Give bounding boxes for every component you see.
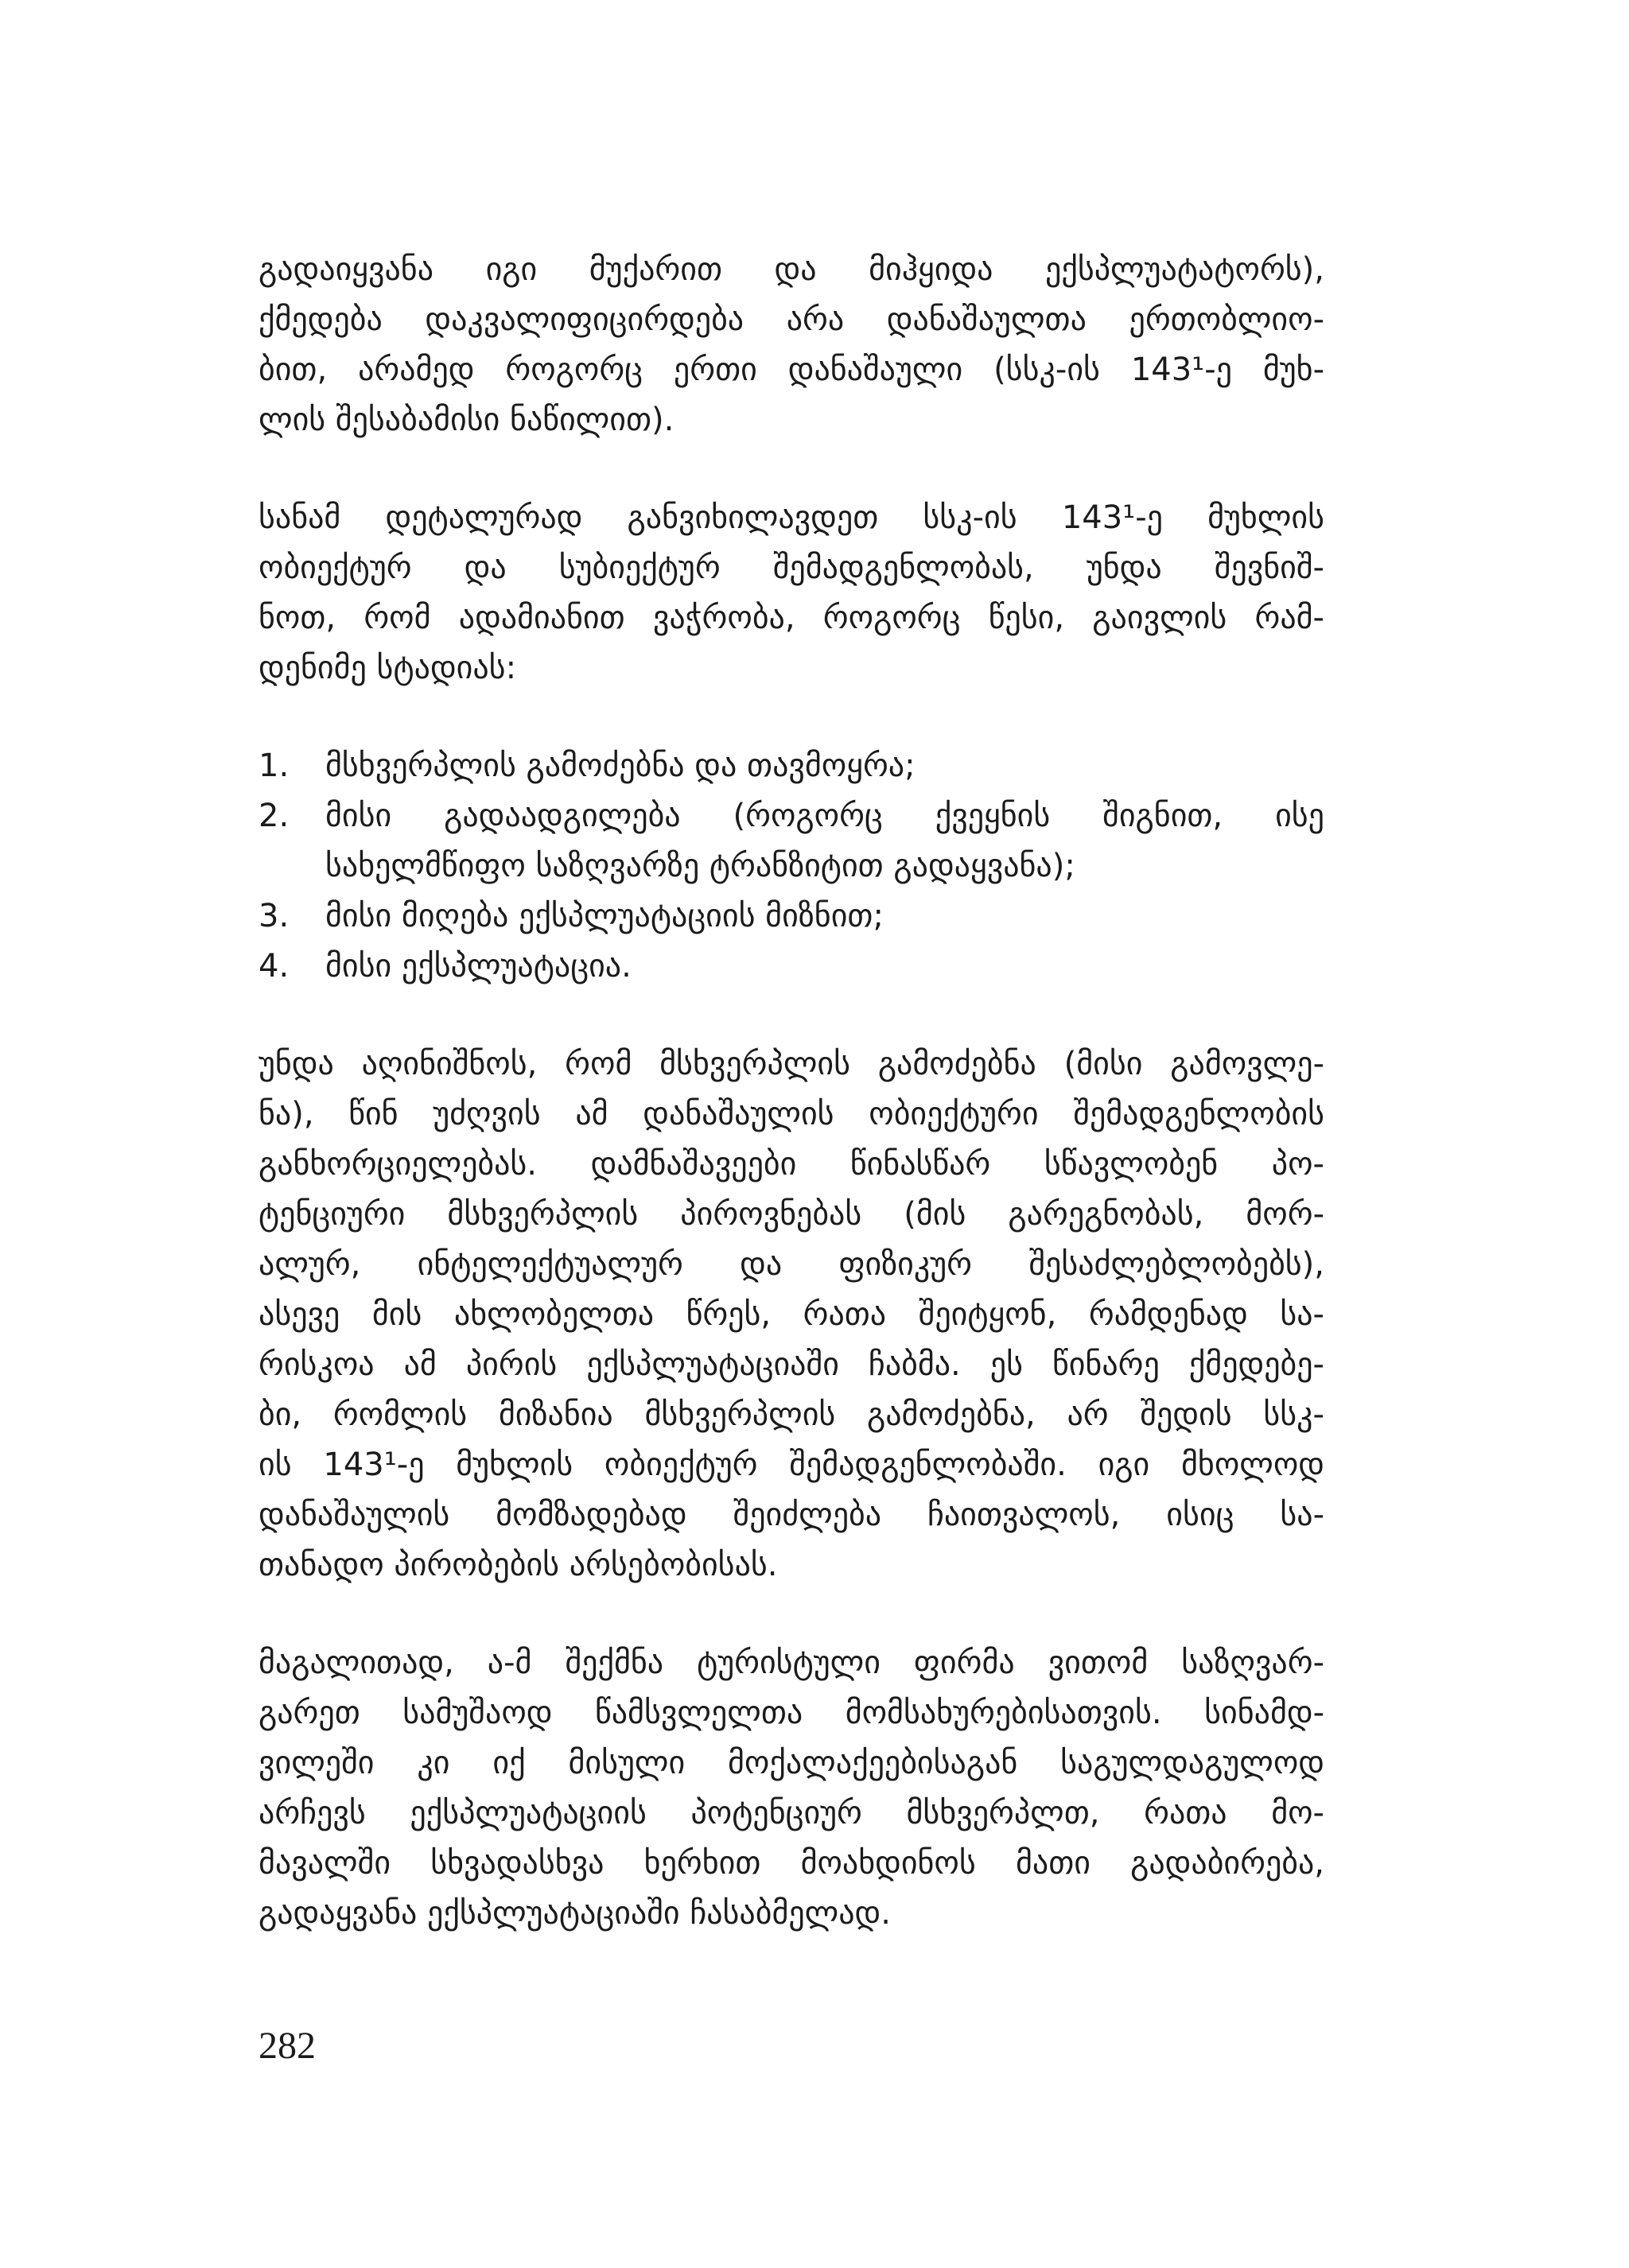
text-line: სანამ დეტალურად განვიხილავდეთ სსკ-ის 143¹-ე მუხლის [259,499,1324,536]
list-item-number: 1. [259,748,290,784]
text-line: გარეთ სამუშაოდ წამსვლელთა მომსახურებისათვის. სინამდ- [259,1695,1324,1731]
list-item-text [325,891,1324,942]
list-item [259,791,1324,891]
text-line: მსხვერპლის გამოძებნა და თავმოყრა; [325,748,916,784]
text-line: ქმედება დაკვალიფიცირდება არა დანაშაულთა ერთობლიო- [259,301,1324,338]
text-line: განხორციელებას. დამნაშავეები წინასწარ სწავლობენ პო- [259,1146,1324,1183]
list-item [259,891,1324,942]
body-paragraph [259,245,1324,445]
text-line: ობიექტურ და სუბიექტურ შემადგენლობას, უნდა შევნიშ- [259,550,1324,586]
list-item-number: 2. [259,798,290,834]
list-item [259,942,1324,992]
text-line: გადაიყვანა იგი მუქარით და მიჰყიდა ექსპლუატატორს), [259,251,1324,288]
text-line: მავალში სხვადასხვა ხერხით მოახდინოს მათი გადაბირება, [259,1845,1324,1882]
text-line: თანადო პირობების არსებობისას. [259,1547,778,1583]
body-paragraph [259,1039,1324,1590]
text-line: მაგალითად, ა-მ შექმნა ტურისტული ფირმა ვითომ საზღვარ- [259,1645,1324,1681]
numbered-list [259,741,1324,992]
text-line: ტენციური მსხვერპლის პიროვნებას (მის გარეგნობას, მორ- [259,1196,1324,1233]
text-line: ვილეში კი იქ მისული მოქალაქეებისაგან საგულდაგულოდ [259,1745,1324,1781]
list-item [259,741,1324,791]
list-item-number: 4. [259,948,290,984]
text-line: გადაყვანა ექსპლუატაციაში ჩასაბმელად. [259,1895,891,1932]
text-line: დანაშაულის მომზადებად შეიძლება ჩაითვალოს, ისიც სა- [259,1497,1324,1533]
page-number: 282 [259,2025,316,2067]
text-line: ასევე მის ახლობელთა წრეს, რათა შეიტყონ, რამდენად სა- [259,1296,1324,1333]
text-line: მისი გადაადგილება (როგორც ქვეყნის შიგნით, ისე [325,798,1324,834]
body-paragraph [259,493,1324,693]
list-item-text [325,942,1324,992]
text-line: დენიმე სტადიას: [259,650,517,686]
text-line: ალურ, ინტელექტუალურ და ფიზიკურ შესაძლებლობებს), [259,1246,1324,1283]
text-block [259,245,1324,1939]
text-line: მისი ექსპლუატაცია. [325,948,632,984]
list-item-text [325,741,1324,791]
text-line: ბი, რომლის მიზანია მსხვერპლის გამოძებნა, არ შედის სსკ- [259,1396,1324,1433]
text-line: რისკოა ამ პირის ექსპლუატაციაში ჩაბმა. ეს წინარე ქმედებე- [259,1346,1324,1383]
list-item-text [325,791,1324,891]
text-line: ლის შესაბამისი ნაწილით). [259,402,675,438]
body-paragraph [259,1638,1324,1939]
text-line: სახელმწიფო საზღვარზე ტრანზიტით გადაყვანა); [325,848,1075,884]
list-item-number: 3. [259,898,290,934]
text-line: უნდა აღინიშნოს, რომ მსხვერპლის გამოძებნა (მისი გამოვლე- [259,1046,1324,1082]
text-line: ბით, არამედ როგორც ერთი დანაშაული (სსკ-ის 143¹-ე მუხ- [259,351,1324,388]
text-line: ის 143¹-ე მუხლის ობიექტურ შემადგენლობაში. იგი მხოლოდ [259,1447,1324,1483]
text-line: არჩევს ექსპლუატაციის პოტენციურ მსხვერპლთ, რათა მო- [259,1795,1324,1831]
text-line: ნა), წინ უძღვის ამ დანაშაულის ობიექტური შემადგენლობის [259,1096,1324,1132]
text-line: ნოთ, რომ ადამიანით ვაჭრობა, როგორც წესი, გაივლის რამ- [259,600,1324,636]
text-line: მისი მიღება ექსპლუატაციის მიზნით; [325,898,884,934]
